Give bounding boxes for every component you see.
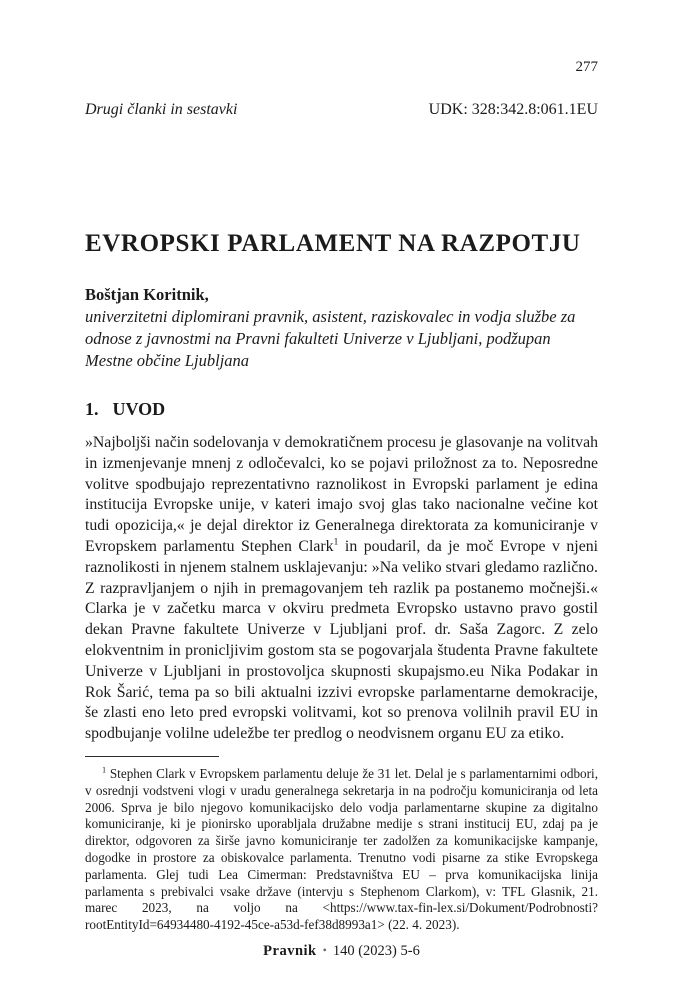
author-name: Boštjan Koritnik, xyxy=(85,285,209,304)
body-text-part1: »Najboljši način sodelovanja v demokratičnem procesu je glasovanje na volitvah in izmenjevanje mnenj z odločevalci, ko se pojavi priložnost za to. Neposredne volitve spodbujajo reprezentativno raznolikost in Evropski parlament je edina institucija Evropske unije, v kateri imajo svoj glas tako nacionalne večine kot tudi opozicija,« je dejal direktor iz Generalnega direktorata za komuniciranje v Evropskem parlamentu Stephen Clark xyxy=(85,434,598,555)
running-head-udk: UDK: 328:342.8:061.1EU xyxy=(428,101,598,118)
page-footer xyxy=(85,941,598,960)
footnote xyxy=(85,766,598,934)
page-content xyxy=(85,0,598,934)
journal-issue: 140 (2023) 5-6 xyxy=(332,943,420,959)
footnote-block xyxy=(85,756,598,934)
footnote-separator-rule xyxy=(85,756,219,757)
page-number: 277 xyxy=(575,59,598,75)
body-paragraph xyxy=(85,433,598,745)
article-title: EVROPSKI PARLAMENT NA RAZPOTJU xyxy=(85,230,581,257)
running-head-section: Drugi članki in sestavki xyxy=(85,101,238,118)
section-heading xyxy=(85,399,598,420)
footer-bullet-icon: • xyxy=(322,943,327,957)
body-text-part2: in poudaril, da je moč Evrope v njeni raznolikosti in njenem stalnem usklajevanju: »Na veliko stvari gledamo različno. Z razpravljanjem o njih in premagovanjem teh razlik pa postanemo močnejši.« Clarka je v začetku marca v okviru predmeta Evropsko ustavno pravo gostil dekan Pravne fakultete Univerze v Ljubljani prof. dr. Saša Zagorc. Z zelo elokventnim in pronicljivim gostom sta se pogovarjala študenta Pravne fakultete Univerze v Ljubljani in prostovoljca skupnosti skupajsmo.eu Nika Podakar in Rok Šarić, tema pa so bili aktualni izzivi evropske parlamentarne demokracije, še zlasti eno leto pred evropski volitvami, kot so prenova volilnih pravil EU in spodbujanje volilne udeležbe ter predlog o neodvisnem organu EU za etiko. xyxy=(85,537,598,743)
journal-name: Pravnik xyxy=(263,943,317,959)
author-affiliation: univerzitetni diplomirani pravnik, asistent, raziskovalec in vodja službe za odnose z javnostmi na Pravni fakulteti Univerze v Ljubljani, podžupan Mestne občine Ljubljana xyxy=(85,307,576,370)
section-title: UVOD xyxy=(112,399,166,419)
section-number: 1. xyxy=(85,399,99,419)
running-head xyxy=(85,100,598,120)
footnote-text: Stephen Clark v Evropskem parlamentu deluje že 31 let. Delal je s parlamentarnimi odbori, v osrednji vodstveni vlogi v uradu generalnega sekretarja in na področju komuniciranja od leta 2006. Sprva je bilo njegovo komunikacijsko delo vodja parlamentarne skupine za digitalno komuniciranje, ki je pionirsko uporabljala družabne medije s strani institucij EU, zdaj pa je direktor, odgovoren za širše javno komuniciranje ter zadolžen za komunikacijske kampanje, dogodke in prostore za obiskovalce parlamenta. Trenutno vodi pisarne za stike Evropskega parlamenta. Glej tudi Lea Cimerman: Predstavništva EU – prva komunikacijska linija parlamenta s prebivalci vsake države (intervju s Stephenom Clarkom), v: TFL Glasnik, 21. marec 2023, na voljo na <https://www.tax-fin-lex.si/Dokument/Podrobnosti?rootEntityId=64934480-4192-45ce-a53d-fef38d8993a1> (22. 4. 2023). xyxy=(85,765,599,933)
footnote-reference: 1 xyxy=(333,536,339,548)
footnote-marker: 1 xyxy=(102,765,107,775)
